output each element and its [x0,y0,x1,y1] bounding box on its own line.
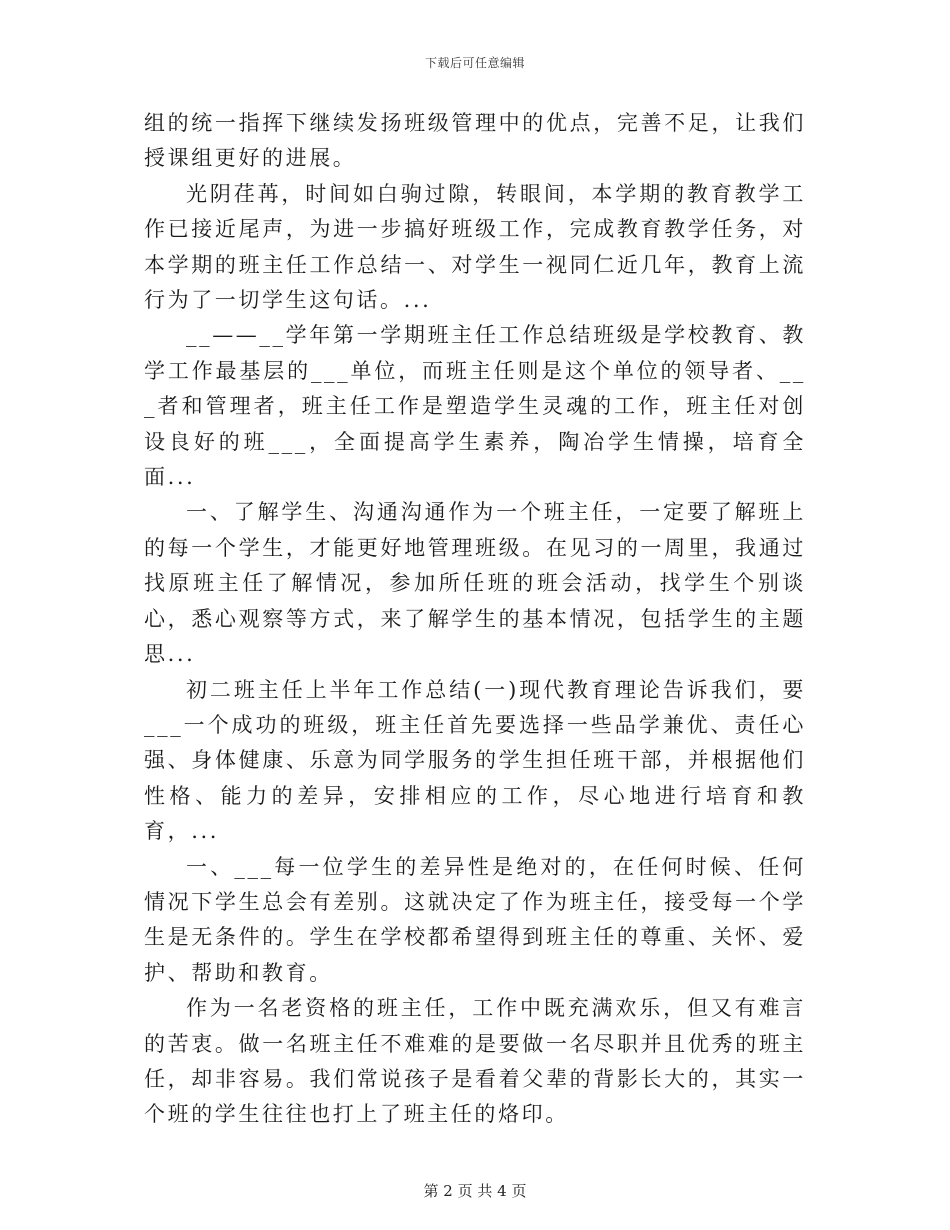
document-body [144,106,806,1133]
page-header-note: 下载后可任意编辑 [424,56,525,70]
paragraph-7: 作为一名老资格的班主任，工作中既充满欢乐，但又有难言的苦衷。做一名班主任不难难的是要做一名尽职并且优秀的班主任，却非容易。我们常说孩子是看着父辈的背影长大的，其实一个班的学生往往也打上了班主任的烙印。 [144,996,806,1127]
paragraph-6: 一、___每一位学生的差异性是绝对的，在任何时候、任何情况下学生总会有差别。这就决定了作为班主任，接受每一个学生是无条件的。学生在学校都希望得到班主任的尊重、关怀、爱护、帮助和教育。 [144,854,806,985]
paragraph-3: __——__学年第一学期班主任工作总结班级是学校教育、教学工作最基层的___单位，而班主任则是这个单位的领导者、___者和管理者，班主任工作是塑造学生灵魂的工作，班主任对创设良好的班___，全面提高学生素养，陶冶学生情操，培育全面... [144,323,806,490]
paragraph-1: 组的统一指挥下继续发扬班级管理中的优点，完善不足，让我们授课组更好的进展。 [144,111,806,171]
paragraph-5: 初二班主任上半年工作总结(一)现代教育理论告诉我们，要___一个成功的班级，班主任首先要选择一些品学兼优、责任心强、身体健康、乐意为同学服务的学生担任班干部，并根据他们性格、能力的差异，安排相应的工作，尽心地进行培育和教育，... [144,677,806,844]
paragraph-2: 光阴荏苒，时间如白驹过隙，转眼间，本学期的教育教学工作已接近尾声，为进一步搞好班级工作，完成教育教学任务，对本学期的班主任工作总结一、对学生一视同仁近几年，教育上流行为了一切学生这句话。... [144,181,806,313]
page-number: 第 2 页 共 4 页 [423,1182,527,1200]
paragraph-4: 一、了解学生、沟通沟通作为一个班主任，一定要了解班上的每一个学生，才能更好地管理班级。在见习的一周里，我通过找原班主任了解情况，参加所任班的班会活动，找学生个别谈心，悉心观察等方式，来了解学生的基本情况，包括学生的主题思... [144,500,806,667]
